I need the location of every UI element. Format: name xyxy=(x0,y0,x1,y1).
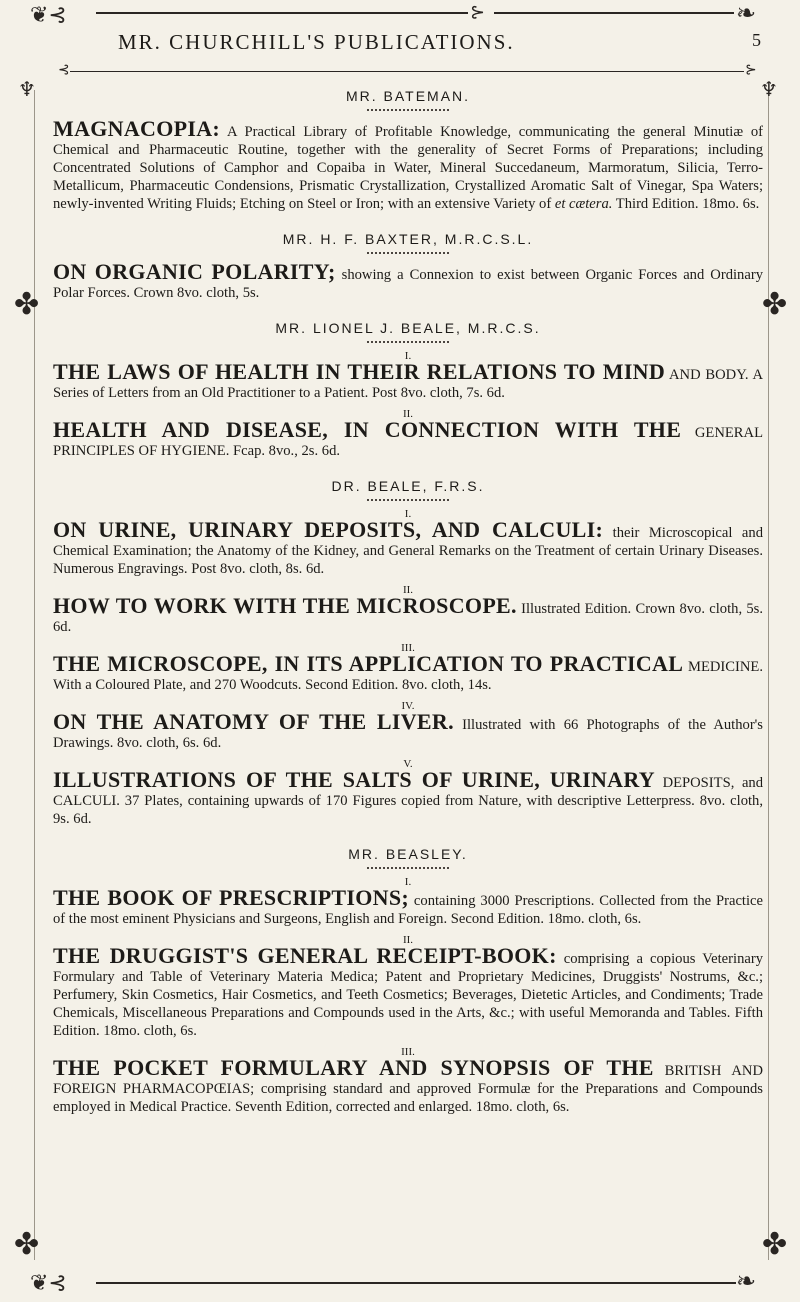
author-heading: DR. BEALE, F.R.S. xyxy=(331,478,485,494)
book-title: ON URINE, URINARY DEPOSITS, AND CALCULI: xyxy=(53,517,604,542)
entry-numeral: I. xyxy=(404,508,412,520)
header-subrule xyxy=(70,71,744,72)
entry-numeral: IV. xyxy=(401,700,415,712)
left-margin-line xyxy=(34,90,35,1260)
book-title: THE POCKET FORMULARY AND SYNOPSIS OF THE xyxy=(53,1055,654,1080)
left-side-ornament-icon-2: ✤ xyxy=(14,1228,40,1261)
author-heading: MR. BATEMAN. xyxy=(345,88,471,104)
book-title: HEALTH AND DISEASE, IN CONNECTION WITH THE xyxy=(53,417,682,442)
book-description: comprising a copious Veterinary Formulary and Table of Veterinary Materia Medica; Patent and Proprietary Medicines, Druggists' Nostrums, &c.; Perfumery, Skin Cosmetics, Hair Cosmetics, and Teeth Cosmetics; Beverages, Dietetic Articles, and Condiments; Trade Chemicals, Miscellaneous Preparations and Compounds used in the Arts, &c.; with useful Memoranda and Tables. Fifth Edition. 18mo. cloth, 6s. xyxy=(53,951,763,1039)
entry-gap xyxy=(53,1116,763,1122)
book-description: their Microscopical and Chemical Examination; the Anatomy of the Kidney, and General Remarks on the Treatment of certain Urinary Diseases. Numerous Engravings. Post 8vo. cloth, 8s. 6d. xyxy=(53,525,763,577)
book-description: AND BODY. A Series of Letters from an Old Practitioner to a Patient. Post 8vo. cloth, 7s. 6d. xyxy=(53,367,763,401)
book-entry xyxy=(53,709,763,752)
book-description: MEDICINE. With a Coloured Plate, and 270 Woodcuts. Second Edition. 8vo. cloth, 14s. xyxy=(53,659,763,693)
book-title: MAGNACOPIA: xyxy=(53,116,221,141)
entry-numeral: I. xyxy=(404,876,412,888)
book-title: ON ORGANIC POLARITY; xyxy=(53,259,336,284)
wavy-divider xyxy=(367,109,449,114)
book-entry xyxy=(53,259,763,302)
book-description: Illustrated with 66 Photographs of the Author's Drawings. 8vo. cloth, 6s. 6d. xyxy=(53,717,763,751)
running-title: MR. CHURCHILL'S PUBLICATIONS. xyxy=(118,30,515,54)
author-section xyxy=(53,320,763,466)
entry-numeral: V. xyxy=(403,758,413,770)
wavy-divider xyxy=(367,341,449,346)
book-entry xyxy=(53,116,764,213)
left-border-flourish-icon: ♆ xyxy=(18,79,36,101)
author-section xyxy=(53,88,763,219)
entry-numeral: III. xyxy=(401,1046,415,1058)
book-entry xyxy=(53,943,763,1040)
book-description: showing a Connexion to exist between Organic Forces and Ordinary Polar Forces. Crown 8vo. cloth, 5s. xyxy=(53,267,763,301)
book-description: containing 3000 Prescriptions. Collected from the Practice of the most eminent Physicians and Surgeons, English and Foreign. Second Edition. 18mo. cloth, 6s. xyxy=(53,893,763,927)
wavy-divider xyxy=(367,252,449,257)
book-entry xyxy=(53,417,763,460)
right-side-ornament-icon: ✤ xyxy=(762,288,788,321)
author-section xyxy=(53,846,763,1122)
book-description: Illustrated Edition. Crown 8vo. cloth, 5s. 6d. xyxy=(53,601,763,635)
entry-numeral: II. xyxy=(402,408,414,420)
book-title: THE MICROSCOPE, IN ITS APPLICATION TO PRACTICAL xyxy=(53,651,684,676)
corner-ornament-bottom-left-icon: ❦⊰ xyxy=(30,1270,67,1295)
corner-ornament-top-right-icon: ❧ xyxy=(736,1,757,27)
book-entry xyxy=(53,885,763,928)
book-description-italic: et cætera. xyxy=(554,196,613,212)
entry-gap xyxy=(53,302,763,308)
footer-rule xyxy=(96,1282,736,1284)
entry-gap xyxy=(53,460,763,466)
entry-gap xyxy=(53,828,763,834)
corner-ornament-top-left-icon: ❦⊰ xyxy=(30,2,67,27)
right-side-ornament-icon-2: ✤ xyxy=(762,1228,788,1261)
wavy-divider xyxy=(367,499,449,504)
entry-numeral: II. xyxy=(402,584,414,596)
book-description: A Practical Library of Profitable Knowledge, communicating the general Minutiæ of Chemical and Pharmaceutic Routine, together with the generality of Secret Forms of Preparations; including Concentrated Solutions of Camphor and Copaiba in Water, Mineral Succedaneum, Marmoratum, Silicia, Terro-Metallicum, Pharmaceutic Condensions, Prismatic Crystallization, Crystallized Aromatic Salt of Vinegar, Spa Waters; newly-invented Writing Fluids; Etching on Steel or Iron; with an extensive Variety of xyxy=(53,124,764,212)
entry-gap xyxy=(53,213,763,219)
book-entry xyxy=(53,1055,764,1116)
corner-ornament-bottom-right-icon: ❧ xyxy=(736,1269,757,1295)
author-heading: MR. LIONEL J. BEALE, M.R.C.S. xyxy=(275,320,541,336)
book-entry xyxy=(53,517,763,578)
book-title: THE LAWS OF HEALTH IN THEIR RELATIONS TO MIND xyxy=(53,359,666,384)
book-entry xyxy=(53,593,763,636)
book-entry xyxy=(53,651,763,694)
header-rule-right xyxy=(494,12,734,14)
catalogue-listing xyxy=(53,80,763,1122)
header-knot-icon: ⊱ xyxy=(470,2,486,22)
book-description: DEPOSITS, and CALCULI. 37 Plates, containing upwards of 170 Figures copied from Nature, with descriptive Letterpress. 8vo. cloth, 9s. 6d. xyxy=(53,775,764,827)
entry-numeral: III. xyxy=(401,642,415,654)
subrule-ornament-right-icon: ⊱ xyxy=(745,63,757,78)
book-title: HOW TO WORK WITH THE MICROSCOPE. xyxy=(53,593,517,618)
book-title: THE DRUGGIST'S GENERAL RECEIPT-BOOK: xyxy=(53,943,557,968)
book-edition-price: Third Edition. 18mo. 6s. xyxy=(612,196,760,212)
left-side-ornament-icon: ✤ xyxy=(14,288,40,321)
right-border-flourish-icon: ♆ xyxy=(760,79,778,101)
book-title: ILLUSTRATIONS OF THE SALTS OF URINE, URINARY xyxy=(53,767,655,792)
book-description: BRITISH AND FOREIGN PHARMACOPŒIAS; comprising standard and approved Formulæ for the Preparations and Compounds employed in Medical Practice. Seventh Edition, corrected and enlarged. 18mo. cloth, 6s. xyxy=(53,1063,764,1115)
page-number: 5 xyxy=(752,30,761,50)
entry-numeral: II. xyxy=(402,934,414,946)
book-entry xyxy=(53,359,763,402)
book-description: GENERAL PRINCIPLES OF HYGIENE. Fcap. 8vo., 2s. 6d. xyxy=(53,425,763,459)
book-title: ON THE ANATOMY OF THE LIVER. xyxy=(53,709,454,734)
author-heading: MR. H. F. BAXTER, M.R.C.S.L. xyxy=(282,231,534,247)
entry-numeral: I. xyxy=(404,350,412,362)
subrule-ornament-left-icon: ⊰ xyxy=(58,63,70,78)
book-entry xyxy=(53,767,764,828)
right-margin-line xyxy=(768,90,769,1260)
author-section xyxy=(53,231,763,308)
header-rule-left xyxy=(96,12,468,14)
author-heading: MR. BEASLEY. xyxy=(348,846,468,862)
book-title: THE BOOK OF PRESCRIPTIONS; xyxy=(53,885,410,910)
wavy-divider xyxy=(367,867,449,872)
author-section xyxy=(53,478,763,834)
